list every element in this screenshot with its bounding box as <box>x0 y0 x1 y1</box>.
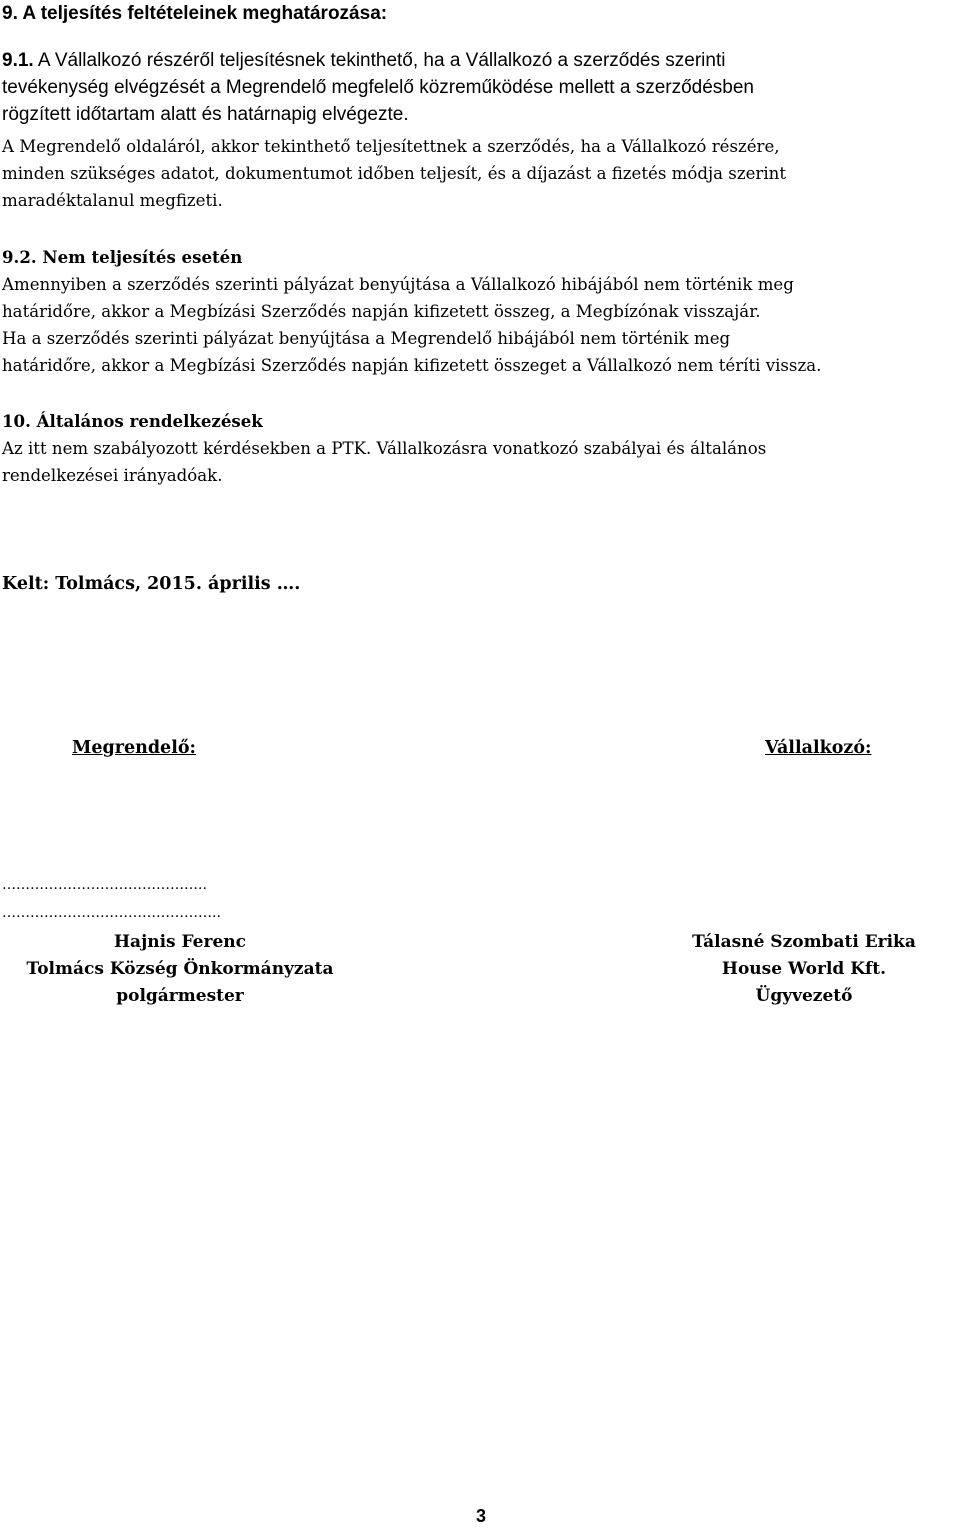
signature-dots-line: ……………………………………….. <box>2 905 221 921</box>
contractor-label: Vállalkozó: <box>765 738 872 758</box>
customer-signatory <box>2 929 358 1010</box>
signature-dots-line: …………………………………….. <box>2 877 207 893</box>
paragraph-line: Az itt nem szabályozott kérdésekben a PTK. Vállalkozásra vonatkozó szabályai és általános <box>2 439 767 458</box>
signatory-name: Hajnis Ferenc <box>114 932 246 952</box>
clause-9-1-number: 9.1. <box>2 50 34 71</box>
signatory-organization: Tolmács Község Önkormányzata <box>26 959 334 979</box>
clause-9-1-customer-paragraph <box>2 133 952 214</box>
paragraph-line: maradéktalanul megfizeti. <box>2 191 223 210</box>
signatory-title: polgármester <box>116 986 244 1006</box>
paragraph-line: Ha a szerződés szerinti pályázat benyújtása a Megrendelő hibájából nem történik meg <box>2 329 731 348</box>
clause-9-1 <box>2 47 942 128</box>
page-number: 3 <box>476 1506 487 1526</box>
clause-9-1-line: 9.1. A Vállalkozó részéről teljesítésnek tekinthető, ha a Vállalkozó a szerződés szerinti <box>2 50 726 71</box>
clause-9-1-line: rögzített időtartam alatt és határnapig elvégezte. <box>2 104 409 125</box>
paragraph-line: minden szükséges adatot, dokumentumot időben teljesít, és a díjazást a fizetés módja szerint <box>2 164 786 183</box>
clause-9-2 <box>2 244 952 379</box>
paragraph-line: rendelkezései irányadóak. <box>2 466 223 485</box>
signatory-title: Ügyvezető <box>755 986 853 1006</box>
paragraph-line: A Megrendelő oldaláról, akkor tekinthető teljesítettnek a szerződés, ha a Vállalkozó részére, <box>2 137 780 156</box>
section-10-title: 10. Általános rendelkezések <box>2 411 263 431</box>
customer-label: Megrendelő: <box>72 738 196 758</box>
signatory-organization: House World Kft. <box>721 959 887 979</box>
clause-9-2-title: 9.2. Nem teljesítés esetén <box>2 247 243 267</box>
signatory-name: Tálasné Szombati Erika <box>692 932 916 952</box>
section-9-heading: 9. A teljesítés feltételeinek meghatározása: <box>2 3 388 24</box>
paragraph-line: határidőre, akkor a Megbízási Szerződés napján kifizetett összeg, a Megbízónak visszajár. <box>2 302 761 321</box>
contractor-signatory <box>676 929 932 1010</box>
paragraph-line: határidőre, akkor a Megbízási Szerződés napján kifizetett összeget a Vállalkozó nem téríti vissza. <box>2 356 822 375</box>
paragraph-line: Amennyiben a szerződés szerinti pályázat benyújtása a Vállalkozó hibájából nem történik meg <box>2 275 794 294</box>
date-line: Kelt: Tolmács, 2015. április …. <box>2 574 301 594</box>
clause-9-1-line: tevékenység elvégzését a Megrendelő megfelelő közreműködése mellett a szerződésben <box>2 77 754 98</box>
section-10 <box>2 408 952 489</box>
